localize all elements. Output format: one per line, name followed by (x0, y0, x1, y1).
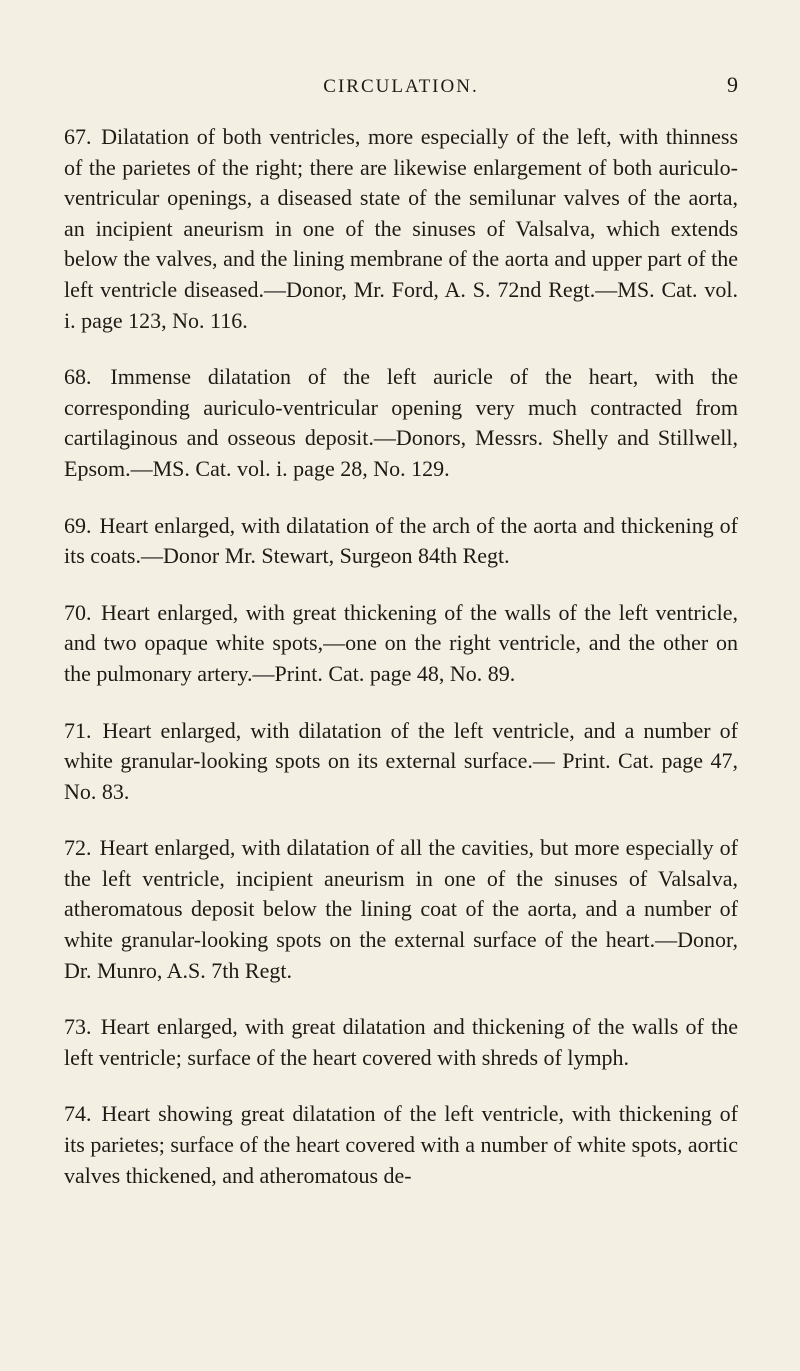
catalogue-entries (64, 122, 738, 1217)
entry-text: Heart showing great dilatation of the left ventricle, with thickening of its parietes; surface of the heart covered with a number of white spots, aortic valves thickened, and atheromatous de- (64, 1101, 738, 1188)
entry-number: 71. (64, 717, 92, 743)
catalogue-entry-74 (64, 1099, 738, 1191)
entry-number: 70. (64, 599, 92, 625)
entry-text: Heart enlarged, with dilatation of the left ventricle, and a number of white granular-looking spots on its external surface.— Print. Cat. page 47, No. 83. (64, 717, 738, 804)
catalogue-entry-72 (64, 833, 738, 986)
page-title: CIRCULATION. (323, 76, 479, 97)
running-head (64, 72, 738, 102)
entry-text: Heart enlarged, with great dilatation and thickening of the walls of the left ventricle; surface of the heart covered with shreds of lymph. (64, 1014, 738, 1070)
entry-number: 67. (64, 124, 92, 149)
catalogue-entry-71 (64, 716, 738, 808)
entry-number: 73. (64, 1014, 92, 1040)
catalogue-entry-69 (64, 511, 738, 572)
entry-text: Heart enlarged, with great thickening of the walls of the left ventricle, and two opaque white spots,—one on the right ventricle, and the other on the pulmonary artery.—Print. Cat. page 48, No. 89. (64, 599, 738, 686)
entry-text: Heart enlarged, with dilatation of the arch of the aorta and thickening of its coats.—Donor Mr. Stewart, Surgeon 84th Regt. (64, 512, 739, 569)
page-number: 9 (727, 72, 738, 97)
entry-number: 74. (64, 1101, 92, 1127)
entry-text: Heart enlarged, with dilatation of all the cavities, but more especially of the left ventricle, incipient aneurism in one of the sinuses of Valsalva, atheromatous deposit below the lining coat of the aorta, and a number of white granular-looking spots on the external surface of the heart.—Donor, Dr. Munro, A.S. 7th Regt. (64, 835, 738, 983)
entry-text: Dilatation of both ventricles, more especially of the left, with thinness of the parietes of the right; there are likewise enlargement of both auriculo-ventricular openings, a diseased state of the semilunar valves of the aorta, an incipient aneurism in one of the sinuses of Valsalva, which extends below the valves, and the lining membrane of the aorta and upper part of the left ventricle diseased.—Donor, Mr. Ford, A. S. 72nd Regt.—MS. Cat. vol. i. page 123, No. 116. (64, 124, 738, 333)
catalogue-entry-73 (64, 1012, 738, 1073)
catalogue-entry-67 (64, 122, 738, 336)
entry-number: 69. (64, 512, 92, 538)
entry-number: 72. (64, 835, 92, 861)
catalogue-entry-68 (64, 362, 738, 484)
entry-number: 68. (64, 364, 92, 390)
entry-text: Immense dilatation of the left auricle of the heart, with the corresponding auriculo-ventricular opening very much contracted from cartilaginous and osseous deposit.—Donors, Messrs. Shelly and Stillwell, Epsom.—MS. Cat. vol. i. page 28, No. 129. (64, 364, 738, 481)
catalogue-entry-70 (64, 598, 738, 690)
